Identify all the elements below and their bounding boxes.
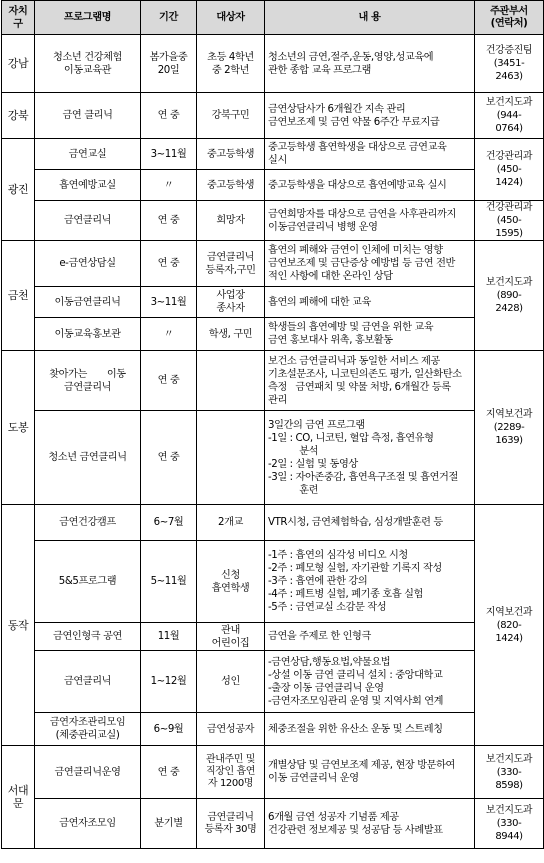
content-cell: 중고등학생을 대상으로 흡연예방교육 실시 [265, 170, 475, 201]
program-cell: 금연교실 [35, 139, 141, 170]
table-row [2, 411, 544, 505]
content-cell: 중고등학생 흡연학생을 대상으로 금연교육 실시 [265, 139, 475, 170]
table-row [2, 201, 544, 241]
content-cell: 학생들의 흡연예방 및 금연을 위한 교육 금연 홍보대사 위촉, 홍보활동 [265, 318, 475, 351]
dept-cell: 보건지도과 (330- 8944) [475, 799, 544, 849]
district-cell: 서대문 [2, 746, 35, 849]
program-cell: 금연인형극 공연 [35, 623, 141, 651]
period-cell: 분기별 [141, 799, 197, 849]
target-cell: 강북구민 [197, 93, 265, 139]
period-cell: 6~9월 [141, 713, 197, 746]
target-cell: 중고등학생 [197, 139, 265, 170]
period-cell: 3~11월 [141, 287, 197, 318]
period-cell: 5~11월 [141, 541, 197, 623]
program-cell: 금연 클리닉 [35, 93, 141, 139]
target-cell: 신청 흡연학생 [197, 541, 265, 623]
table-row [2, 623, 544, 651]
dept-cell: 건강관리과 (450- 1424) [475, 139, 544, 201]
content-cell: -1주 : 흡연의 심각성 비디오 시청 -2주 : 폐모형 실험, 자기관할 기록지 작성 -3주 : 흡연에 관한 강의 -4주 : 페트병 실험, 폐기종 호흡 실험 -5주 : 금연교실 소감문 작성 [265, 541, 475, 623]
period-cell: 연 중 [141, 746, 197, 799]
header-period: 기간 [141, 1, 197, 35]
target-cell: 금연클리닉 등록자,구민 [197, 241, 265, 287]
table-row [2, 713, 544, 746]
header-content: 내 용 [265, 1, 475, 35]
program-cell: 청소년 건강체험 이동교육관 [35, 35, 141, 93]
content-cell: 금연상담사가 6개월간 지속 관리 금연보조제 및 금연 약물 6주간 무료지급 [265, 93, 475, 139]
table-row [2, 35, 544, 93]
target-cell: 2개교 [197, 505, 265, 541]
target-cell: 관내주민 및 직장인 흡연 자 1200명 [197, 746, 265, 799]
content-cell: 개별상담 및 금연보조제 제공, 현장 방문하여 이동 금연클리닉 운영 [265, 746, 475, 799]
target-cell [197, 411, 265, 505]
content-cell: 흡연의 폐해에 대한 교육 [265, 287, 475, 318]
table-row [2, 139, 544, 170]
table-row [2, 541, 544, 623]
content-cell: VTR시청, 금연체험학습, 심성개발훈련 등 [265, 505, 475, 541]
district-cell: 동작 [2, 505, 35, 746]
period-cell: 1~12월 [141, 651, 197, 713]
table-row [2, 93, 544, 139]
table-row [2, 241, 544, 287]
program-cell: 금연자조모임 [35, 799, 141, 849]
district-cell: 금천 [2, 241, 35, 351]
program-cell: 흡연예방교실 [35, 170, 141, 201]
content-cell: 6개월 금연 성공자 기념품 제공 건강관련 정보제공 및 성공담 등 사례발표 [265, 799, 475, 849]
content-cell: -금연상담,행동요법,약물요법 -상설 이동 금연 클리닉 설치 : 중앙대학교 -출장 이동 금연클리닉 운영 -금연자조모임관리 운영 및 지역사회 연계 [265, 651, 475, 713]
program-cell: 금연클리닉 [35, 201, 141, 241]
period-cell: 연 중 [141, 411, 197, 505]
period-cell: 〃 [141, 170, 197, 201]
dept-cell: 보건지도과 (890- 2428) [475, 241, 544, 351]
dept-cell: 건강증진팀 (3451- 2463) [475, 35, 544, 93]
dept-cell: 보건지도과 (330- 8598) [475, 746, 544, 799]
target-cell: 학생, 구민 [197, 318, 265, 351]
dept-cell: 지역보건과 (820- 1424) [475, 505, 544, 746]
content-cell: 금연을 주제로 한 인형극 [265, 623, 475, 651]
table-row [2, 799, 544, 849]
program-cell: 금연자조관리모임 (체중관리교실) [35, 713, 141, 746]
program-cell: 금연건강캠프 [35, 505, 141, 541]
program-cell: 금연클리닉운영 [35, 746, 141, 799]
period-cell: 연 중 [141, 351, 197, 411]
district-cell: 강남 [2, 35, 35, 93]
period-cell: 연 중 [141, 93, 197, 139]
dept-cell: 보건지도과 (944- 0764) [475, 93, 544, 139]
table-row [2, 318, 544, 351]
period-cell: 연 중 [141, 241, 197, 287]
target-cell: 금연성공자 [197, 713, 265, 746]
dept-cell: 지역보건과 (2289- 1639) [475, 351, 544, 505]
program-cell: 이동금연클리닉 [35, 287, 141, 318]
target-cell [197, 351, 265, 411]
table-row [2, 746, 544, 799]
header-program: 프로그램명 [35, 1, 141, 35]
period-cell: 봄가을중 20일 [141, 35, 197, 93]
period-cell: 11월 [141, 623, 197, 651]
program-cell: 찾아가는 이동 금연클리닉 [35, 351, 141, 411]
table-row [2, 351, 544, 411]
program-cell: 금연클리닉 [35, 651, 141, 713]
period-cell: 〃 [141, 318, 197, 351]
district-cell: 도봉 [2, 351, 35, 505]
target-cell: 금연클리닉 등록자 30명 [197, 799, 265, 849]
dept-cell: 건강관리과 (450- 1595) [475, 201, 544, 241]
content-cell: 청소년의 금연,절주,운동,영양,성교육에 관한 종합 교육 프로그램 [265, 35, 475, 93]
header-target: 대상자 [197, 1, 265, 35]
program-cell: 청소년 금연클리닉 [35, 411, 141, 505]
table-row [2, 170, 544, 201]
header-district: 자치구 [2, 1, 35, 35]
content-cell: 3일간의 금연 프로그램 -1일 : CO, 니코틴, 혈압 측정, 흡연유형 분석 -2일 : 실험 및 동영상 -3일 : 자아존중감, 흡연욕구조절 및 흡연거절 훈련 [265, 411, 475, 505]
period-cell: 연 중 [141, 201, 197, 241]
period-cell: 6~7월 [141, 505, 197, 541]
content-cell: 금연희망자를 대상으로 금연을 사후관리까지 이동금연클리닉 병행 운영 [265, 201, 475, 241]
table-row [2, 505, 544, 541]
content-cell: 체중조절을 위한 유산소 운동 및 스트레칭 [265, 713, 475, 746]
program-cell: e-금연상담실 [35, 241, 141, 287]
header-dept: 주관부서 (연락처) [475, 1, 544, 35]
district-cell: 강북 [2, 93, 35, 139]
table-header-row [2, 1, 544, 35]
target-cell: 중고등학생 [197, 170, 265, 201]
target-cell: 관내 어린이집 [197, 623, 265, 651]
table-row [2, 651, 544, 713]
target-cell: 초등 4학년 중 2학년 [197, 35, 265, 93]
content-cell: 보건소 금연클리닉과 동일한 서비스 제공 기초설문조사, 니코틴의존도 평가, 일산화탄소 측정 금연패치 및 약물 처방, 6개월간 등록 관리 [265, 351, 475, 411]
target-cell: 성인 [197, 651, 265, 713]
target-cell: 사업장 종사자 [197, 287, 265, 318]
table-row [2, 287, 544, 318]
content-cell: 흡연의 폐해와 금연이 인체에 미치는 영향 금연보조제 및 금단증상 예방법 등 금연 전반 적인 사항에 대한 온라인 상담 [265, 241, 475, 287]
district-cell: 광진 [2, 139, 35, 241]
target-cell: 희망자 [197, 201, 265, 241]
program-cell: 5&5프로그램 [35, 541, 141, 623]
period-cell: 3~11월 [141, 139, 197, 170]
program-cell: 이동교육홍보관 [35, 318, 141, 351]
program-table [1, 0, 544, 849]
